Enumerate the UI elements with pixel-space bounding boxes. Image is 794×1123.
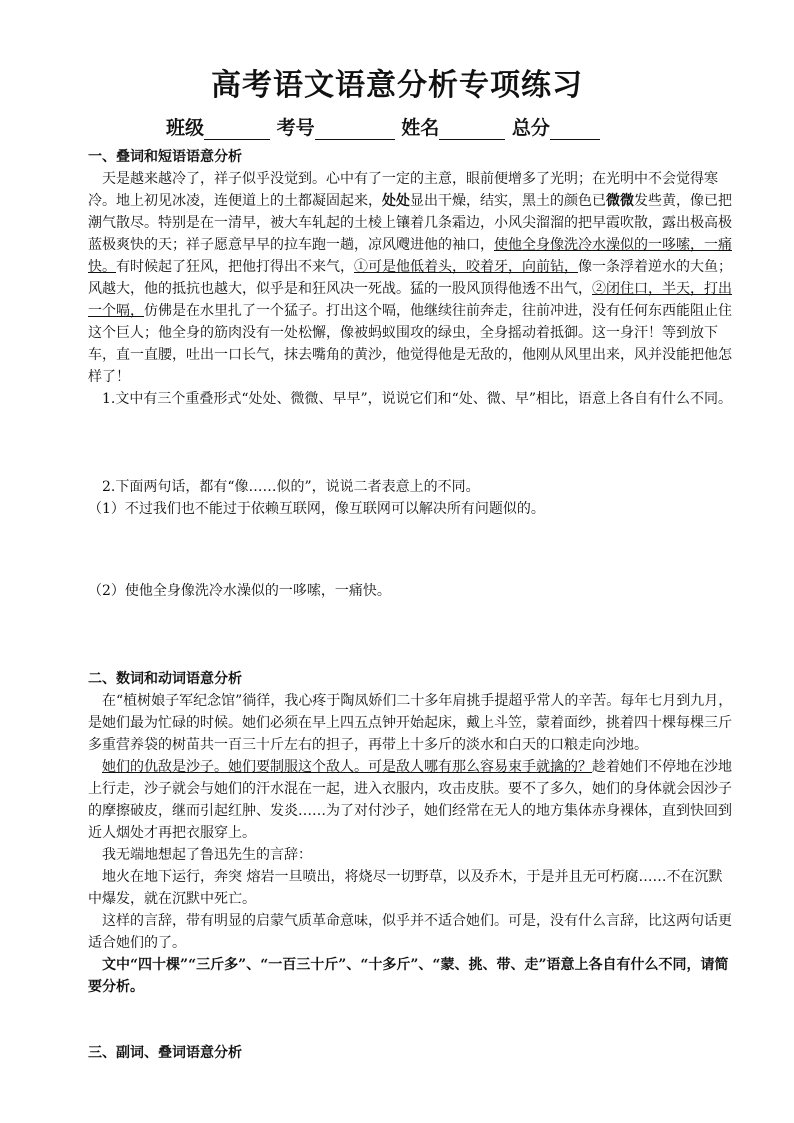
section2-heading: 二、数词和动词语意分析 xyxy=(88,671,242,687)
section1-heading: 一、叠词和短语语意分析 xyxy=(88,149,242,165)
underlined-sentence-2: ②闭住口，半天，打出一个嗝， xyxy=(88,281,732,319)
section2-quote: 地火在地下运行，奔突 熔岩一旦喷出，将烧尽一切野草，以及乔木，于是并且无可朽腐……不在沉默中爆发，就在沉默中死亡。 xyxy=(88,869,723,907)
passage-text: 显出干燥，结实，黑土的颜色已 xyxy=(410,193,606,209)
section2-paragraph-2 xyxy=(88,756,736,844)
score-label: 总分 xyxy=(511,117,550,139)
passage-text: 趁着她们不停地在沙地上行走，沙子就会与她们的汗水混在一起，进入衣服内，攻击皮肤。要不了多久，她们的身体就会因沙子的摩擦破皮，继而引起红肿、发炎……为了对付沙子，她们经常在无人的地方集体赤身裸体，直到快回到近人烟处才再把衣服穿上。 xyxy=(88,759,732,841)
name-blank[interactable] xyxy=(439,120,505,140)
section2-paragraph-1: 在“植树娘子军纪念馆”徜徉，我心疼于陶凤娇们二十多年肩挑手提超乎常人的辛苦。每年七月到九月，是她们最为忙碌的时候。她们必须在早上四五点钟开始起床，戴上斗笠，蒙着面纱，挑着四十棵每棵三斤多重营养袋的树苗共一百三十斤左右的担子，再带上十多斤的淡水和白天的口粮走向沙地。 xyxy=(88,693,733,753)
question-2-item-1: （1）不过我们也不能过于依赖互联网，像互联网可以解决所有问题似的。 xyxy=(88,501,545,517)
student-info-line xyxy=(166,113,600,140)
question-2-item-2: （2）使他全身像洗冷水澡似的一哆嗦，一痛快。 xyxy=(88,583,391,599)
underlined-sentence: 她们的仇敌是沙子。她们要制服这个敌人。可是敌人哪有那么容易束手就擒的？ xyxy=(102,759,592,775)
question-2: 2.下面两句话，都有“像……似的”，说说二者表意上的不同。 xyxy=(102,479,480,495)
question-1: 1.文中有三个重叠形式“处处、微微、早早”，说说它们和“处、微、早”相比，语意上各自有什么不同。 xyxy=(102,391,732,407)
section2-question: 文中“四十棵”“三斤多”、“一百三十斤”、“十多斤”、“蒙、挑、带、走”语意上各自有什么不同，请简要分析。 xyxy=(88,957,729,995)
id-label: 考号 xyxy=(276,117,315,139)
class-label: 班级 xyxy=(166,117,205,139)
underlined-sentence: 使他全身像洗冷水澡似的一哆嗦，一痛快。 xyxy=(88,237,732,275)
passage-text: 发些黄，像已把潮气散尽。特别是在一清早，被大车轧起的土棱上镶着几条霜边，小风尖溜溜的把早霞吹散，露出极高极蓝极爽快的天；祥子愿意 xyxy=(88,193,732,253)
passage-text: 像一条浮着逆水的大鱼；风越大，他的抵抗也越大，似乎是和狂风决一死战。猛的一股风顶得他透不出气， xyxy=(88,259,732,297)
answer-space-1[interactable] xyxy=(88,410,736,476)
section1-passage xyxy=(88,168,736,388)
class-blank[interactable] xyxy=(204,120,270,140)
reduplication-chuchu: 处处 xyxy=(382,193,410,209)
passage-text: 天是越来越冷了，祥子似乎没觉到。心中有了一定的主意，眼前便增多了光明；在光明中不会觉得寒冷。地上初见冰凌，连便道上的土都凝固起来， xyxy=(88,171,718,209)
name-label: 姓名 xyxy=(401,117,440,139)
passage-text: 有时候起了狂风，把他打得出不来气， xyxy=(116,259,354,275)
id-blank[interactable] xyxy=(315,120,395,140)
answer-space-2-1[interactable] xyxy=(88,520,736,580)
passage-text: 的拉车跑一趟，凉风飕进他的袖口， xyxy=(270,237,494,253)
worksheet-body xyxy=(88,146,736,1064)
passage-text: 仿佛是在水里扎了一个猛子。打出这个嗝，他继续往前奔走，往前冲进，没有任何东西能阻止住这个巨人；他全身的筋肉没有一处松懈，像被蚂蚁围攻的绿虫，全身摇动着抵御。这一身汗！等到放下车，直一直腰，吐出一口长气，抹去嘴角的黄沙，他觉得他是无敌的，他刚从风里出来，风并没能把他怎样了！ xyxy=(88,303,732,385)
underlined-sentence-1: ①可是他低着头，咬着牙，向前钻， xyxy=(354,259,578,275)
answer-space-2-2[interactable] xyxy=(88,602,736,668)
reduplication-weiwei: 微微 xyxy=(606,193,634,209)
answer-space-3[interactable] xyxy=(88,998,736,1042)
section3-heading: 三、副词、叠词语意分析 xyxy=(88,1045,242,1061)
page-title: 高考语文语意分析专项练习 xyxy=(211,68,583,103)
score-blank[interactable] xyxy=(550,120,600,140)
section2-paragraph-5: 这样的言辞，带有明显的启蒙气质革命意味，似乎并不适合她们。可是，没有什么言辞，比这两句话更适合她们的了。 xyxy=(88,913,732,951)
section2-paragraph-3: 我无端地想起了鲁迅先生的言辞： xyxy=(102,847,312,863)
reduplication-zaozao: 早早 xyxy=(242,237,270,253)
